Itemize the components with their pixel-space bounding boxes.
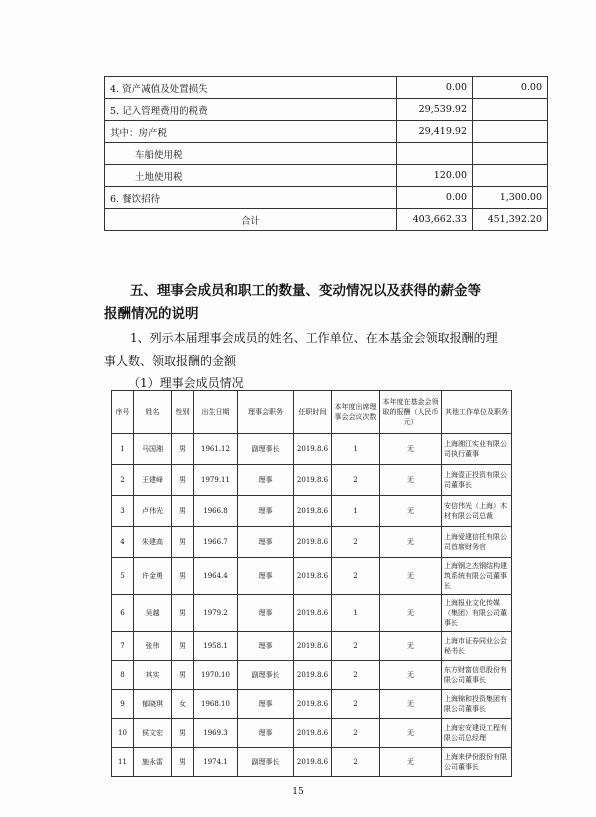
expense-item-label: 4. 资产减值及处置损失 [105, 77, 397, 99]
birth-date: 1969.3 [194, 719, 238, 748]
member-gender: 男 [172, 595, 194, 632]
row-number: 5 [112, 558, 134, 595]
board-role: 理事 [238, 632, 294, 661]
other-position: 上海报业文化传媒（集团）有限公司董事长 [442, 595, 512, 632]
board-role: 理事 [238, 527, 294, 558]
other-position: 上海市证券同业公会秘书长 [442, 632, 512, 661]
table-row [105, 165, 548, 187]
compensation: 无 [380, 690, 442, 719]
term-start: 2019.8.6 [294, 558, 332, 595]
term-start: 2019.8.6 [294, 595, 332, 632]
compensation: 无 [380, 595, 442, 632]
birth-date: 1966.8 [194, 496, 238, 527]
member-gender: 男 [172, 465, 194, 496]
meeting-attendance: 1 [332, 496, 380, 527]
member-gender: 男 [172, 434, 194, 465]
table-row [105, 121, 548, 143]
meeting-attendance: 1 [332, 595, 380, 632]
table-row [105, 77, 548, 99]
board-role: 理事 [238, 595, 294, 632]
table-row [112, 496, 512, 527]
member-gender: 男 [172, 558, 194, 595]
birth-date: 1974.1 [194, 748, 238, 777]
board-role: 理事 [238, 690, 294, 719]
birth-date: 1979.11 [194, 465, 238, 496]
member-gender: 女 [172, 690, 194, 719]
row-number: 6 [112, 595, 134, 632]
other-position: 上海壹正投资有限公司董事长 [442, 465, 512, 496]
member-name: 许金勇 [134, 558, 172, 595]
meeting-attendance: 2 [332, 465, 380, 496]
member-gender: 男 [172, 527, 194, 558]
prior-year-amount [473, 99, 548, 121]
member-name: 其实 [134, 661, 172, 690]
member-name: 郁晓琪 [134, 690, 172, 719]
header-cell: 出生日期 [194, 391, 238, 434]
row-number: 4 [112, 527, 134, 558]
expense-item-label: 5. 记入管理费用的税费 [105, 99, 397, 121]
header-cell: 姓名 [134, 391, 172, 434]
member-gender: 男 [172, 748, 194, 777]
term-start: 2019.8.6 [294, 719, 332, 748]
term-start: 2019.8.6 [294, 465, 332, 496]
member-name: 施永雷 [134, 748, 172, 777]
meeting-attendance: 2 [332, 748, 380, 777]
header-cell: 任职时间 [294, 391, 332, 434]
member-name: 卢伟光 [134, 496, 172, 527]
table-row [105, 209, 548, 231]
paragraph-line-1: 1、列示本届理事会成员的姓名、工作单位、在本基金会领取报酬的理 [130, 331, 498, 345]
table-row [105, 99, 548, 121]
table-row [105, 143, 548, 165]
term-start: 2019.8.6 [294, 496, 332, 527]
other-position: 东方财富信息股份有限公司董事长 [442, 661, 512, 690]
current-year-amount [397, 143, 473, 165]
board-role: 理事 [238, 558, 294, 595]
header-cell: 其他工作单位及职务 [442, 391, 512, 434]
row-number: 7 [112, 632, 134, 661]
meeting-attendance: 2 [332, 632, 380, 661]
prior-year-amount [473, 165, 548, 187]
row-number: 10 [112, 719, 134, 748]
expense-table [104, 76, 548, 231]
birth-date: 1966.7 [194, 527, 238, 558]
expense-item-label: 车船使用税 [105, 143, 397, 165]
other-position: 上海钢之杰钢结构建筑系统有限公司董事长 [442, 558, 512, 595]
row-number: 8 [112, 661, 134, 690]
birth-date: 1964.4 [194, 558, 238, 595]
heading-line-1: 五、理事会成员和职工的数量、变动情况以及获得的薪金等 [130, 283, 481, 299]
member-name: 张伟 [134, 632, 172, 661]
row-number: 11 [112, 748, 134, 777]
table-row [112, 527, 512, 558]
heading-line-2: 报酬情况的说明 [104, 306, 199, 322]
prior-year-amount [473, 143, 548, 165]
birth-date: 1958.1 [194, 632, 238, 661]
table-row [112, 661, 512, 690]
meeting-attendance: 2 [332, 719, 380, 748]
table-row [112, 632, 512, 661]
expense-item-label: 其中：房产税 [105, 121, 397, 143]
paragraph-line-2: 事人数、领取报酬的金额 [104, 354, 237, 368]
other-position: 上海宏安建设工程有限公司总经理 [442, 719, 512, 748]
compensation: 无 [380, 719, 442, 748]
table-row [112, 748, 512, 777]
table-row [112, 434, 512, 465]
board-role: 副理事长 [238, 748, 294, 777]
table-row [112, 595, 512, 632]
current-year-amount: 0.00 [397, 187, 473, 209]
current-year-amount: 120.00 [397, 165, 473, 187]
term-start: 2019.8.6 [294, 434, 332, 465]
board-role: 理事 [238, 496, 294, 527]
meeting-attendance: 2 [332, 690, 380, 719]
member-name: 王建峰 [134, 465, 172, 496]
current-year-amount: 0.00 [397, 77, 473, 99]
table-row [112, 690, 512, 719]
current-year-amount: 403,662.33 [397, 209, 473, 231]
header-cell: 本年度在基金会领取的报酬（人民币元） [380, 391, 442, 434]
term-start: 2019.8.6 [294, 690, 332, 719]
table-header-row [112, 391, 512, 434]
table-row [112, 465, 512, 496]
meeting-attendance: 2 [332, 661, 380, 690]
table-row [112, 558, 512, 595]
birth-date: 1970.10 [194, 661, 238, 690]
row-number: 3 [112, 496, 134, 527]
section-heading [104, 280, 524, 326]
other-position: 安信伟光（上海）木材有限公司总裁 [442, 496, 512, 527]
compensation: 无 [380, 465, 442, 496]
meeting-attendance: 2 [332, 527, 380, 558]
meeting-attendance: 1 [332, 434, 380, 465]
other-position: 上海爱建信托有限公司首席财务官 [442, 527, 512, 558]
term-start: 2019.8.6 [294, 748, 332, 777]
meeting-attendance: 2 [332, 558, 380, 595]
board-role: 副理事长 [238, 434, 294, 465]
current-year-amount: 29,539.92 [397, 99, 473, 121]
header-cell: 性别 [172, 391, 194, 434]
birth-date: 1961.12 [194, 434, 238, 465]
prior-year-amount: 0.00 [473, 77, 548, 99]
compensation: 无 [380, 496, 442, 527]
table-row [105, 187, 548, 209]
page-number: 15 [292, 787, 304, 797]
other-position: 上海锦和投资集团有限公司董事长 [442, 690, 512, 719]
birth-date: 1968.10 [194, 690, 238, 719]
member-gender: 男 [172, 632, 194, 661]
expense-item-label: 土地使用税 [105, 165, 397, 187]
subsection-title: （1）理事会成员情况 [128, 376, 244, 390]
term-start: 2019.8.6 [294, 632, 332, 661]
board-members-table [111, 390, 512, 777]
prior-year-amount [473, 121, 548, 143]
header-cell: 本年度出席理事会会议次数 [332, 391, 380, 434]
member-name: 马国湘 [134, 434, 172, 465]
other-position: 上海来伊份股份有限公司董事长 [442, 748, 512, 777]
table-row [112, 719, 512, 748]
term-start: 2019.8.6 [294, 527, 332, 558]
other-position: 上海湘江实业有限公司执行董事 [442, 434, 512, 465]
compensation: 无 [380, 661, 442, 690]
compensation: 无 [380, 527, 442, 558]
row-number: 2 [112, 465, 134, 496]
compensation: 无 [380, 558, 442, 595]
prior-year-amount: 1,300.00 [473, 187, 548, 209]
compensation: 无 [380, 748, 442, 777]
expense-item-label: 合计 [105, 209, 397, 231]
compensation: 无 [380, 434, 442, 465]
term-start: 2019.8.6 [294, 661, 332, 690]
birth-date: 1979.2 [194, 595, 238, 632]
row-number: 9 [112, 690, 134, 719]
header-cell: 理事会职务 [238, 391, 294, 434]
expense-item-label: 6. 餐饮招待 [105, 187, 397, 209]
board-role: 理事 [238, 465, 294, 496]
row-number: 1 [112, 434, 134, 465]
member-gender: 男 [172, 719, 194, 748]
current-year-amount: 29,419.92 [397, 121, 473, 143]
section-paragraph [104, 327, 524, 373]
member-gender: 男 [172, 496, 194, 527]
header-cell: 序号 [112, 391, 134, 434]
member-name: 侯文宏 [134, 719, 172, 748]
member-name: 朱建高 [134, 527, 172, 558]
board-role: 副理事长 [238, 661, 294, 690]
board-role: 理事 [238, 719, 294, 748]
member-gender: 男 [172, 661, 194, 690]
prior-year-amount: 451,392.20 [473, 209, 548, 231]
compensation: 无 [380, 632, 442, 661]
member-name: 吴越 [134, 595, 172, 632]
